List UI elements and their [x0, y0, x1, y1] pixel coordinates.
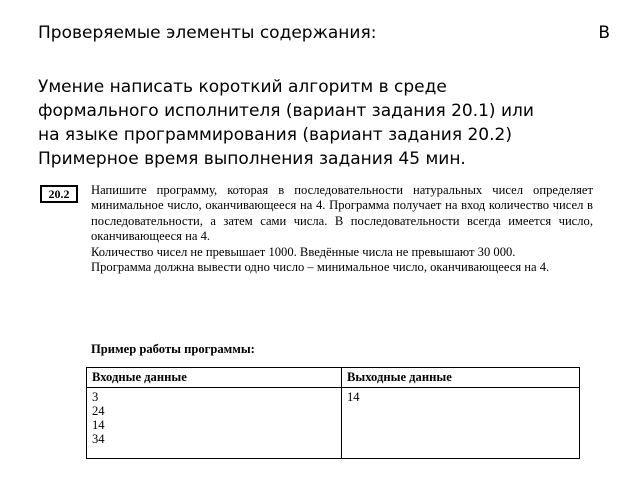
input-value: 24	[92, 404, 105, 418]
task-paragraph: Количество чисел не превышает 1000. Введённые числа не превышают 30 000.	[91, 244, 516, 259]
input-data-cell	[87, 388, 342, 459]
table-header-row	[87, 368, 580, 388]
task-paragraph: Напишите программу, которая в последовательности натуральных чисел определяет минимальное число, оканчивающееся на 4. Программа получает на вход количество чисел в последовательности, а затем сами числа. В последовательности всегда имеется число, оканчивающееся на 4.	[91, 183, 593, 244]
output-data-cell	[342, 388, 580, 459]
input-value: 3	[92, 390, 99, 404]
output-value: 14	[347, 390, 360, 404]
input-column-header: Входные данные	[87, 368, 342, 388]
intro-line: на языке программирования (вариант задания 20.2)	[38, 125, 512, 145]
task-number-box: 20.2	[40, 185, 78, 203]
intro-line: Умение написать короткий алгоритм в среде	[38, 77, 447, 97]
output-column-header: Выходные данные	[342, 368, 580, 388]
checked-elements-heading: Проверяемые элементы содержания:	[38, 23, 377, 43]
level-letter: В	[598, 23, 610, 43]
example-table	[86, 367, 580, 459]
intro-line: формального исполнителя (вариант задания 20.1) или	[38, 101, 534, 121]
intro-text	[38, 75, 618, 171]
header-line	[38, 22, 610, 44]
example-title: Пример работы программы:	[91, 342, 255, 356]
table-row	[87, 388, 580, 459]
intro-line: Примерное время выполнения задания 45 мин.	[38, 149, 466, 169]
input-value: 34	[92, 432, 105, 446]
task-paragraph: Программа должна вывести одно число – минимальное число, оканчивающееся на 4.	[91, 260, 550, 275]
input-value: 14	[92, 418, 105, 432]
task-statement	[91, 183, 593, 275]
